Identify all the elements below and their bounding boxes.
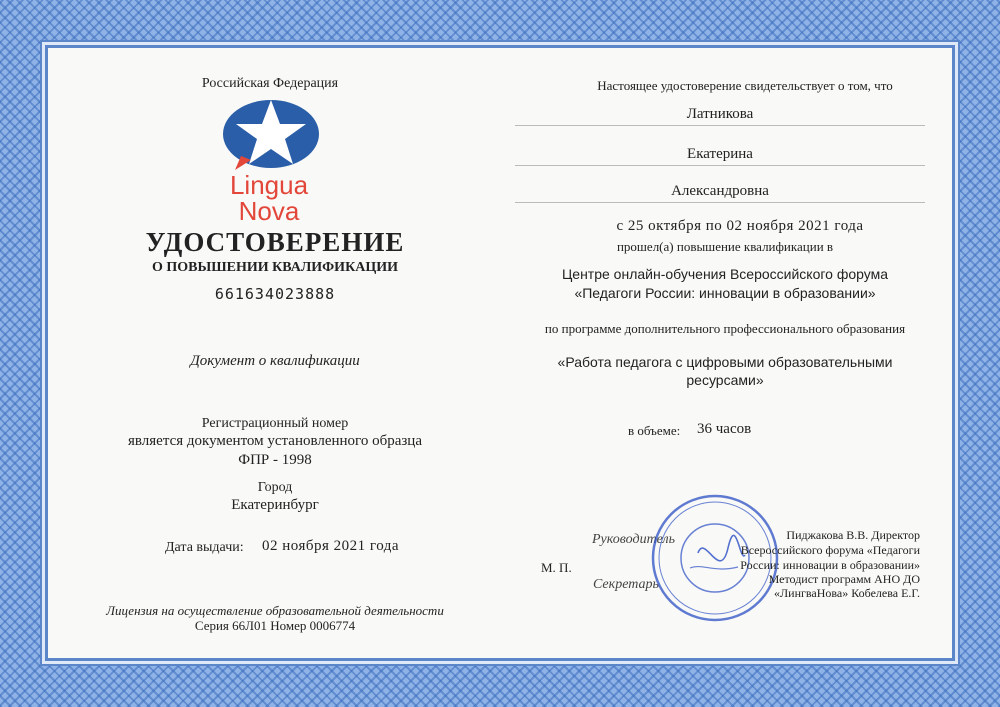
program-label: по программе дополнительного профессионального образования (544, 321, 906, 336)
training-period: с 25 октября по 02 ноября 2021 года (616, 218, 864, 234)
signatory-line-2: Всероссийского форума «Педагоги (740, 543, 920, 557)
head-role-label: Руководитель (592, 532, 676, 547)
surname: Латникова (515, 106, 925, 126)
document-kind: Документ о квалификации (190, 353, 360, 369)
signatory-line-5: «ЛингваНова» Кобелева Е.Г. (774, 586, 920, 600)
training-center-line-2: «Педагоги России: инновации в образовании» (574, 285, 876, 301)
country-label: Российская Федерация (201, 76, 339, 91)
certificate-subtitle: О ПОВЫШЕНИИ КВАЛИФИКАЦИИ (151, 260, 399, 275)
signatory-line-4: Методист программ АНО ДО (768, 572, 920, 586)
certificate-number: 661634023888 (214, 285, 336, 303)
city-value: Екатеринбург (231, 497, 319, 513)
registration-label: Регистрационный номер (201, 416, 349, 431)
signatory-line-1: Пиджакова В.В. Директор (786, 528, 920, 542)
certification-intro: Настоящее удостоверение свидетельствует о том, что (597, 78, 893, 93)
city-label: Город (257, 480, 293, 495)
program-name-line-1: «Работа педагога с цифровыми образовательными (557, 354, 893, 370)
volume-label: в объеме: (628, 423, 681, 438)
training-center-line-1: Центре онлайн-обучения Всероссийского форума (561, 266, 889, 282)
volume-value: 36 часов (697, 421, 752, 437)
stamp-place-label: М. П. (541, 560, 572, 575)
license-line-2: Серия 66Л01 Номер 0006774 (194, 618, 356, 633)
signatory-line-3: России: инновации в образовании» (740, 558, 920, 572)
registration-line-2: ФПР - 1998 (238, 452, 312, 468)
logo-word-lingua: Lingua (229, 170, 309, 200)
lingua-nova-logo (205, 94, 335, 224)
issue-date-value: 02 ноября 2021 года (262, 538, 400, 554)
license-line-1: Лицензия на осуществление образовательной деятельности (106, 603, 444, 618)
patronymic: Александровна (515, 183, 925, 203)
first-name: Екатерина (515, 146, 925, 166)
registration-line-1: является документом установленного образца (128, 433, 422, 449)
certificate-title: УДОСТОВЕРЕНИЕ (145, 227, 405, 257)
passed-label: прошел(а) повышение квалификации в (616, 239, 834, 254)
secretary-role-label: Секретарь (593, 577, 659, 592)
program-name-line-2: ресурсами» (686, 372, 764, 388)
issue-date-label: Дата выдачи: (165, 540, 244, 555)
logo-word-nova: Nova (238, 196, 300, 224)
